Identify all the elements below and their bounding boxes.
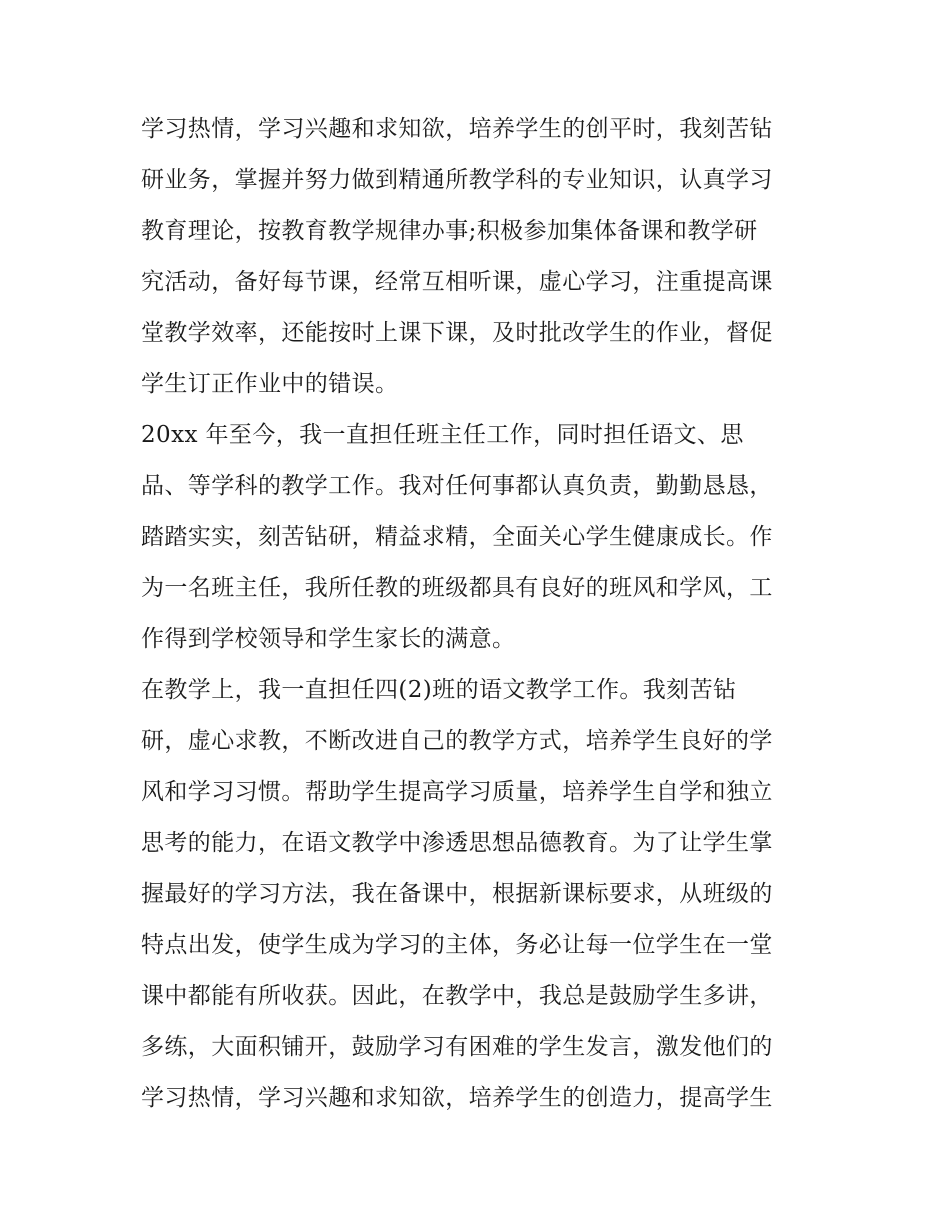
text-line: 堂教学效率，还能按时上课下课，及时批改学生的作业，督促 [141, 320, 773, 346]
text-line: 学习热情，学习兴趣和求知欲，培养学生的创平时，我刻苦钻 [141, 116, 773, 142]
text-line: 思考的能力，在语文教学中渗透思想品德教育。为了让学生掌 [141, 830, 773, 856]
text-line: 握最好的学习方法，我在备课中，根据新课标要求，从班级的 [141, 881, 773, 907]
text-line: 20xx 年至今，我一直担任班主任工作，同时担任语文、思 [141, 422, 744, 448]
text-line: 学习热情，学习兴趣和求知欲，培养学生的创造力，提高学生 [141, 1085, 773, 1111]
text-line: 风和学习习惯。帮助学生提高学习质量，培养学生自学和独立 [141, 779, 773, 805]
text-line: 作得到学校领导和学生家长的满意。 [141, 626, 516, 652]
text-line: 在教学上，我一直担任四(2)班的语文教学工作。我刻苦钻 [141, 677, 737, 703]
document-body [141, 104, 821, 1124]
text-line: 为一名班主任，我所任教的班级都具有良好的班风和学风，工 [141, 575, 773, 601]
text-line: 多练，大面积铺开，鼓励学习有困难的学生发言，激发他们的 [141, 1034, 773, 1060]
text-line: 特点出发，使学生成为学习的主体，务必让每一位学生在一堂 [141, 932, 773, 958]
text-line: 踏踏实实，刻苦钻研，精益求精，全面关心学生健康成长。作 [141, 524, 773, 550]
text-line: 研，虚心求教，不断改进自己的教学方式，培养学生良好的学 [141, 728, 773, 754]
text-line: 究活动，备好每节课，经常互相听课，虚心学习，注重提高课 [141, 269, 773, 295]
text-line: 研业务，掌握并努力做到精通所教学科的专业知识，认真学习 [141, 167, 773, 193]
text-line: 品、等学科的教学工作。我对任何事都认真负责，勤勤恳恳， [141, 473, 773, 499]
text-line: 课中都能有所收获。因此，在教学中，我总是鼓励学生多讲， [141, 983, 773, 1009]
text-line: 学生订正作业中的错误。 [141, 371, 399, 397]
text-line: 教育理论，按教育教学规律办事;积极参加集体备课和教学研 [141, 218, 758, 244]
